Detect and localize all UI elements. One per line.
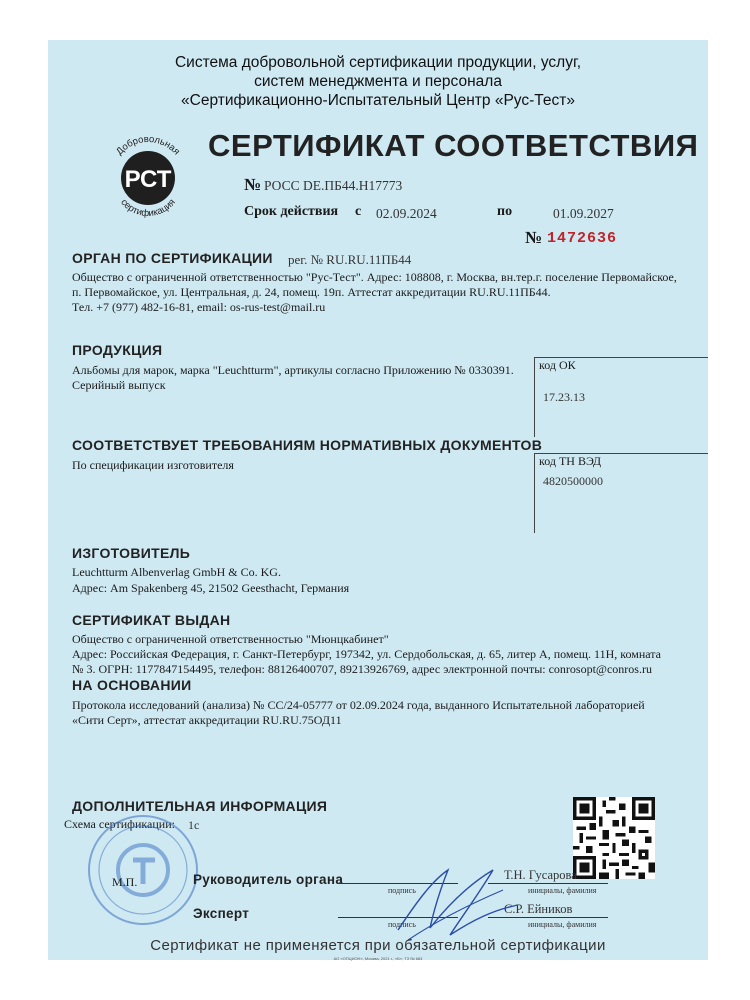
product-heading: ПРОДУКЦИЯ [72,342,163,358]
rst-logo [102,132,194,224]
head-sign-caption: подпись [388,886,416,895]
basis-heading: НА ОСНОВАНИИ [72,677,192,693]
manufacturer-heading: ИЗГОТОВИТЕЛЬ [72,545,191,561]
expert-label: Эксперт [193,906,250,921]
complies-code-box [534,453,708,533]
expert-sign-caption: подпись [388,920,416,929]
issued-heading: СЕРТИФИКАТ ВЫДАН [72,612,231,628]
issued-line-3: № 3. ОГРН: 1177847154495, телефон: 88126400707, 89213926769, адрес электронной почты: conrosopt@conros.ru [72,662,652,676]
expert-name: С.Р. Ейников [504,902,573,916]
validity-from: 02.09.2024 [376,206,437,221]
mp-label: М.П. [112,875,138,889]
certificate-number: РОСС DE.ПБ44.Н17773 [264,178,403,193]
print-info: АО «ОПЦИОН», Москва, 2021 г., «Б», ТЗ № 683 [333,956,423,961]
serial-number: 1472636 [547,230,618,247]
footer-note: Сертификат не применяется при обязательной сертификации [150,937,606,954]
organ-line-3: Тел. +7 (977) 482-16-81, email: os-rus-test@mail.ru [72,300,326,314]
head-label: Руководитель органа [193,872,344,887]
complies-code-label: код ТН ВЭД [539,454,602,468]
certificate-title: СЕРТИФИКАТ СООТВЕТСТВИЯ [208,128,699,163]
product-line-1: Альбомы для марок, марка "Leuchtturm", артикулы согласно Приложению № 0330391. [72,363,514,377]
manufacturer-line-1: Leuchtturm Albenverlag GmbH & Co. KG. [72,565,281,579]
blue-stamp [83,810,203,930]
complies-heading: СООТВЕТСТВУЕТ ТРЕБОВАНИЯМ НОРМАТИВНЫХ ДОКУМЕНТОВ [72,437,543,453]
logo-top-text: Добровольная [114,133,182,158]
qr-code [573,797,655,879]
organ-heading: ОРГАН ПО СЕРТИФИКАЦИИ [72,250,273,266]
header-line-3: «Сертификационно-Испытательный Центр «Рус-Тест» [181,92,575,109]
issued-line-1: Общество с ограниченной ответственностью "Мюнцкабинет" [72,632,389,646]
number-label: № [244,175,262,194]
complies-code-value: 4820500000 [543,474,603,488]
validity-to: 01.09.2027 [553,206,614,221]
certificate-page [48,40,708,960]
serial-label: № [525,228,543,247]
logo-bottom-text: сертификация [118,197,178,220]
organ-line-2: п. Первомайское, ул. Центральная, д. 24, помещ. 19п. Аттестат аккредитации RU.RU.11ПБ44. [72,285,551,299]
product-code-label: код ОК [539,358,576,372]
validity-to-label: по [497,204,513,219]
validity-label: Срок действия [244,204,339,219]
organ-reg: рег. № RU.RU.11ПБ44 [288,252,412,267]
product-code-box [534,357,708,437]
manufacturer-line-2: Адрес: Am Spakenberg 45, 21502 Geesthacht, Германия [72,581,350,595]
expert-name-caption: инициалы, фамилия [528,920,597,929]
scheme-label: Схема сертификации: [64,817,175,831]
basis-line-1: Протокола исследований (анализа) № СС/24-05777 от 02.09.2024 года, выданного Испытательной лабораторией [72,698,645,712]
logo-mark: РСТ [124,166,172,193]
complies-line-1: По спецификации изготовителя [72,458,234,472]
head-name: Т.Н. Гусарова [504,868,577,882]
header-line-1: Система добровольной сертификации продукции, услуг, [174,54,582,71]
additional-heading: ДОПОЛНИТЕЛЬНАЯ ИНФОРМАЦИЯ [72,798,328,814]
scheme-value: 1с [188,818,200,832]
issued-line-2: Адрес: Российская Федерация, г. Санкт-Петербург, 197342, ул. Сердобольская, д. 65, литер А, помещ. 11Н, комната [72,647,662,661]
head-name-caption: инициалы, фамилия [528,886,597,895]
header-line-2: систем менеджмента и персонала [254,73,502,90]
validity-from-label: с [355,204,362,219]
product-code-value: 17.23.13 [543,390,585,404]
basis-line-2: «Сити Серт», аттестат аккредитации RU.RU.75ОД11 [72,713,342,727]
product-line-2: Серийный выпуск [72,378,166,392]
organ-line-1: Общество с ограниченной ответственностью "Рус-Тест". Адрес: 108808, г. Москва, вн.тер.г. поселение Первомайское, [72,270,677,284]
